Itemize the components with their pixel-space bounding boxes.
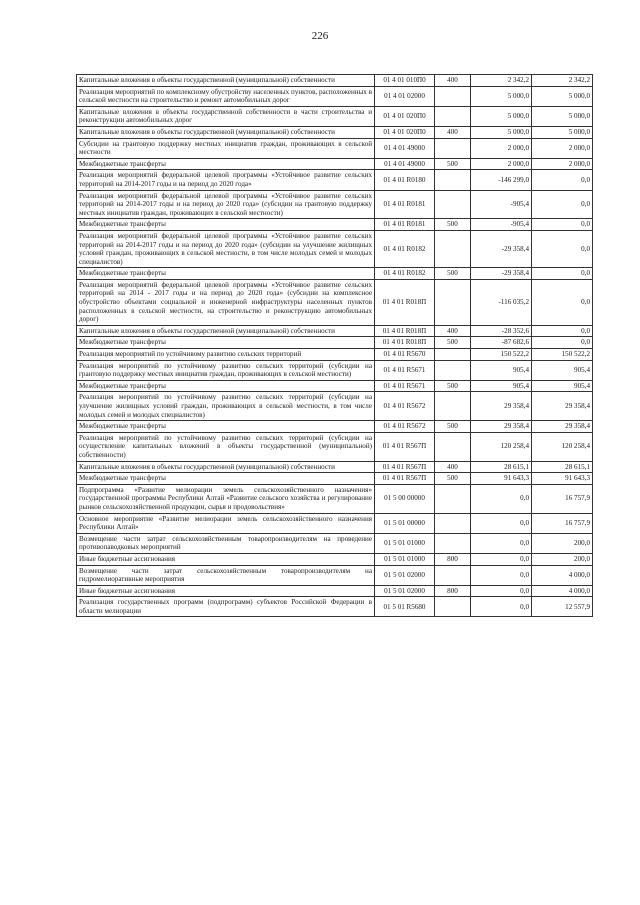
expense-name-cell: Основное мероприятие «Развитие мелиорации земель сельскохозяйственного назначения Республики Алтай» [77, 513, 375, 533]
amount-cell-1: 0,0 [471, 585, 532, 597]
expense-type-cell [435, 597, 471, 617]
amount-cell-1: -87 682,6 [471, 337, 532, 349]
amount-cell-2: 4 000,0 [532, 585, 593, 597]
amount-cell-2: 200,0 [532, 533, 593, 553]
expense-type-cell: 500 [435, 473, 471, 485]
expense-type-cell: 500 [435, 268, 471, 280]
amount-cell-2: 16 757,9 [532, 484, 593, 513]
amount-cell-1: 0,0 [471, 565, 532, 585]
expense-type-cell: 400 [435, 75, 471, 87]
amount-cell-2: 2 342,2 [532, 75, 593, 87]
table-row [77, 565, 593, 585]
target-article-code-cell: 01 4 01 R5672 [375, 421, 435, 433]
expense-name-cell: Реализация мероприятий по устойчивому развитию сельских территорий (субсидии на грантовую поддержку местных инициатив граждан, проживающих в сельской местности) [77, 360, 375, 380]
amount-cell-2: 905,4 [532, 380, 593, 392]
expense-type-cell [435, 392, 471, 421]
amount-cell-1: 29 358,4 [471, 421, 532, 433]
table-row [77, 86, 593, 106]
target-article-code-cell: 01 4 01 R567П [375, 473, 435, 485]
expense-type-cell: 500 [435, 337, 471, 349]
target-article-code-cell: 01 4 01 010П0 [375, 75, 435, 87]
table-row [77, 230, 593, 267]
amount-cell-1: 0,0 [471, 513, 532, 533]
table-row [77, 380, 593, 392]
expense-name-cell: Реализация государственных программ (подпрограмм) субъектов Российской Федерации в области мелиорации [77, 597, 375, 617]
expense-type-cell: 400 [435, 325, 471, 337]
expense-type-cell [435, 279, 471, 325]
target-article-code-cell: 01 4 01 R018П [375, 325, 435, 337]
target-article-code-cell: 01 5 01 00000 [375, 513, 435, 533]
expense-name-cell: Реализация мероприятий федеральной целевой программы «Устойчивое развитие сельских территорий на 2014-2017 годы и на период до 2020 года» (субсидии на улучшение жилищных условий граждан, проживающих в сельской местности, в том числе молодых семей и молодых специалистов) [77, 230, 375, 267]
amount-cell-2: 0,0 [532, 279, 593, 325]
table-row [77, 75, 593, 87]
amount-cell-2: 150 522,2 [532, 349, 593, 361]
table-row [77, 360, 593, 380]
amount-cell-1: -29 358,4 [471, 268, 532, 280]
target-article-code-cell: 01 4 01 R0182 [375, 268, 435, 280]
expense-name-cell: Межбюджетные трансферты [77, 421, 375, 433]
target-article-code-cell: 01 4 01 R0181 [375, 219, 435, 231]
expense-type-cell [435, 138, 471, 158]
table-row [77, 484, 593, 513]
amount-cell-2: 0,0 [532, 230, 593, 267]
page-number: 226 [311, 30, 329, 42]
amount-cell-2: 0,0 [532, 219, 593, 231]
table-row [77, 553, 593, 565]
table-row [77, 349, 593, 361]
expense-name-cell: Реализация мероприятий федеральной целевой программы «Устойчивое развитие сельских территорий на 2014-2017 годы и на период до 2020 года» (субсидии на грантовую поддержку местных инициатив граждан, проживающих в сельской местности) [77, 190, 375, 219]
amount-cell-1: 91 643,3 [471, 473, 532, 485]
amount-cell-1: 28 615,1 [471, 461, 532, 473]
target-article-code-cell: 01 5 00 00000 [375, 484, 435, 513]
target-article-code-cell: 01 4 01 R0182 [375, 230, 435, 267]
amount-cell-1: 0,0 [471, 597, 532, 617]
target-article-code-cell: 01 4 01 R0181 [375, 190, 435, 219]
expense-name-cell: Капитальные вложения в объекты государственной (муниципальной) собственности [77, 126, 375, 138]
amount-cell-2: 29 358,4 [532, 392, 593, 421]
target-article-code-cell: 01 4 01 020П0 [375, 126, 435, 138]
target-article-code-cell: 01 5 01 02000 [375, 585, 435, 597]
amount-cell-2: 0,0 [532, 170, 593, 190]
expense-type-cell [435, 190, 471, 219]
expense-type-cell [435, 533, 471, 553]
amount-cell-1: 5 000,0 [471, 126, 532, 138]
table-row [77, 219, 593, 231]
amount-cell-1: -905,4 [471, 190, 532, 219]
budget-table-body [77, 75, 593, 617]
target-article-code-cell: 01 5 01 01000 [375, 553, 435, 565]
expense-type-cell [435, 432, 471, 461]
table-row [77, 325, 593, 337]
table-row [77, 170, 593, 190]
target-article-code-cell: 01 5 01 01000 [375, 533, 435, 553]
expense-name-cell: Реализация мероприятий по комплексному обустройству населенных пунктов, расположенных в сельской местности на строительство и ремонт автомобильных дорог [77, 86, 375, 106]
expense-name-cell: Реализация мероприятий федеральной целевой программы «Устойчивое развитие сельских территорий на 2014 - 2017 годы и на период до 2020 года» (субсидии на комплексное обустройство объектами социальной и инженерной инфраструктуры населенных пунктов расположенных в сельской местности, на строительство и реконструкцию автомобильных дорог) [77, 279, 375, 325]
table-row [77, 585, 593, 597]
amount-cell-1: -116 035,2 [471, 279, 532, 325]
target-article-code-cell: 01 4 01 R0180 [375, 170, 435, 190]
expense-type-cell: 400 [435, 126, 471, 138]
amount-cell-1: 0,0 [471, 553, 532, 565]
expense-name-cell: Возмещение части затрат сельскохозяйственным товаропроизводителям на проведение противопаводковых мероприятий [77, 533, 375, 553]
expense-type-cell: 500 [435, 380, 471, 392]
target-article-code-cell: 01 5 01 02000 [375, 565, 435, 585]
amount-cell-2: 0,0 [532, 337, 593, 349]
expense-type-cell: 800 [435, 585, 471, 597]
amount-cell-2: 2 000,0 [532, 138, 593, 158]
table-row [77, 533, 593, 553]
table-row [77, 190, 593, 219]
amount-cell-2: 120 258,4 [532, 432, 593, 461]
expense-type-cell: 400 [435, 461, 471, 473]
target-article-code-cell: 01 4 01 49000 [375, 138, 435, 158]
expense-type-cell: 500 [435, 421, 471, 433]
budget-table [76, 74, 593, 617]
amount-cell-2: 29 358,4 [532, 421, 593, 433]
expense-type-cell [435, 484, 471, 513]
expense-name-cell: Межбюджетные трансферты [77, 219, 375, 231]
expense-type-cell [435, 230, 471, 267]
table-row [77, 268, 593, 280]
table-row [77, 392, 593, 421]
amount-cell-2: 200,0 [532, 553, 593, 565]
amount-cell-1: -29 358,4 [471, 230, 532, 267]
amount-cell-2: 5 000,0 [532, 126, 593, 138]
target-article-code-cell: 01 4 01 49000 [375, 158, 435, 170]
amount-cell-1: 2 000,0 [471, 158, 532, 170]
expense-type-cell: 500 [435, 158, 471, 170]
amount-cell-2: 905,4 [532, 360, 593, 380]
amount-cell-1: 2 000,0 [471, 138, 532, 158]
expense-name-cell: Капитальные вложения в объекты государственной (муниципальной) собственности [77, 75, 375, 87]
expense-name-cell: Межбюджетные трансферты [77, 473, 375, 485]
table-row [77, 106, 593, 126]
target-article-code-cell: 01 4 01 R018П [375, 337, 435, 349]
expense-name-cell: Иные бюджетные ассигнования [77, 553, 375, 565]
expense-name-cell: Реализация мероприятий федеральной целевой программы «Устойчивое развитие сельских территорий на 2014-2017 годы и на период до 2020 года» [77, 170, 375, 190]
expense-type-cell: 500 [435, 219, 471, 231]
amount-cell-1: 905,4 [471, 360, 532, 380]
amount-cell-1: -28 352,6 [471, 325, 532, 337]
target-article-code-cell: 01 4 01 02000 [375, 86, 435, 106]
target-article-code-cell: 01 4 01 R567П [375, 432, 435, 461]
amount-cell-2: 0,0 [532, 268, 593, 280]
amount-cell-1: 150 522,2 [471, 349, 532, 361]
expense-type-cell [435, 360, 471, 380]
expense-type-cell [435, 170, 471, 190]
amount-cell-1: 2 342,2 [471, 75, 532, 87]
target-article-code-cell: 01 4 01 R567П [375, 461, 435, 473]
amount-cell-2: 16 757,9 [532, 513, 593, 533]
expense-name-cell: Капитальные вложения в объекты государственной (муниципальной) собственности [77, 461, 375, 473]
table-row [77, 126, 593, 138]
amount-cell-2: 4 000,0 [532, 565, 593, 585]
target-article-code-cell: 01 4 01 R5671 [375, 380, 435, 392]
target-article-code-cell: 01 4 01 R5670 [375, 349, 435, 361]
table-row [77, 473, 593, 485]
expense-name-cell: Межбюджетные трансферты [77, 337, 375, 349]
table-row [77, 432, 593, 461]
expense-type-cell [435, 349, 471, 361]
target-article-code-cell: 01 4 01 R018П [375, 279, 435, 325]
amount-cell-1: 0,0 [471, 533, 532, 553]
amount-cell-2: 28 615,1 [532, 461, 593, 473]
table-row [77, 337, 593, 349]
amount-cell-1: 5 000,0 [471, 86, 532, 106]
amount-cell-1: -146 299,0 [471, 170, 532, 190]
target-article-code-cell: 01 4 01 R5672 [375, 392, 435, 421]
expense-name-cell: Межбюджетные трансферты [77, 158, 375, 170]
amount-cell-2: 2 000,0 [532, 158, 593, 170]
table-row [77, 597, 593, 617]
table-row [77, 461, 593, 473]
expense-type-cell: 800 [435, 553, 471, 565]
expense-type-cell [435, 86, 471, 106]
amount-cell-1: -905,4 [471, 219, 532, 231]
table-row [77, 158, 593, 170]
table-row [77, 138, 593, 158]
table-row [77, 279, 593, 325]
amount-cell-1: 905,4 [471, 380, 532, 392]
table-row [77, 421, 593, 433]
amount-cell-1: 0,0 [471, 484, 532, 513]
amount-cell-2: 91 643,3 [532, 473, 593, 485]
amount-cell-1: 5 000,0 [471, 106, 532, 126]
expense-name-cell: Реализация мероприятий по устойчивому развитию сельских территорий [77, 349, 375, 361]
amount-cell-2: 0,0 [532, 325, 593, 337]
expense-type-cell [435, 513, 471, 533]
expense-type-cell [435, 106, 471, 126]
amount-cell-2: 0,0 [532, 190, 593, 219]
amount-cell-1: 29 358,4 [471, 392, 532, 421]
expense-name-cell: Капитальные вложения в объекты государственной (муниципальной) собственности [77, 325, 375, 337]
expense-name-cell: Возмещение части затрат сельскохозяйственным товаропроизводителям на гидромелиоративные мероприятия [77, 565, 375, 585]
target-article-code-cell: 01 5 01 R5680 [375, 597, 435, 617]
amount-cell-1: 120 258,4 [471, 432, 532, 461]
amount-cell-2: 5 000,0 [532, 86, 593, 106]
expense-name-cell: Субсидии на грантовую поддержку местных инициатив граждан, проживающих в сельской местности [77, 138, 375, 158]
expense-type-cell [435, 565, 471, 585]
expense-name-cell: Подпрограмма «Развитие мелиорации земель сельскохозяйственного назначения» государственной программы Республики Алтай «Развитие сельского хозяйства и регулирование рынков сельскохозяйственной продукции, сырья и продовольствия» [77, 484, 375, 513]
amount-cell-2: 12 557,9 [532, 597, 593, 617]
amount-cell-2: 5 000,0 [532, 106, 593, 126]
target-article-code-cell: 01 4 01 020П0 [375, 106, 435, 126]
expense-name-cell: Капитальные вложения в объекты государственной собственности в части строительства и реконструкции автомобильных дорог [77, 106, 375, 126]
expense-name-cell: Иные бюджетные ассигнования [77, 585, 375, 597]
expense-name-cell: Межбюджетные трансферты [77, 268, 375, 280]
expense-name-cell: Реализация мероприятий по устойчивому развитию сельских территорий (субсидии на улучшение жилищных условий граждан, проживающих в сельской местности, в том числе молодых семей и молодых специалистов) [77, 392, 375, 421]
target-article-code-cell: 01 4 01 R5671 [375, 360, 435, 380]
expense-name-cell: Межбюджетные трансферты [77, 380, 375, 392]
expense-name-cell: Реализация мероприятий по устойчивому развитию сельских территорий (субсидии на осуществление капитальных вложений в объекты государственной (муниципальной) собственности) [77, 432, 375, 461]
table-row [77, 513, 593, 533]
